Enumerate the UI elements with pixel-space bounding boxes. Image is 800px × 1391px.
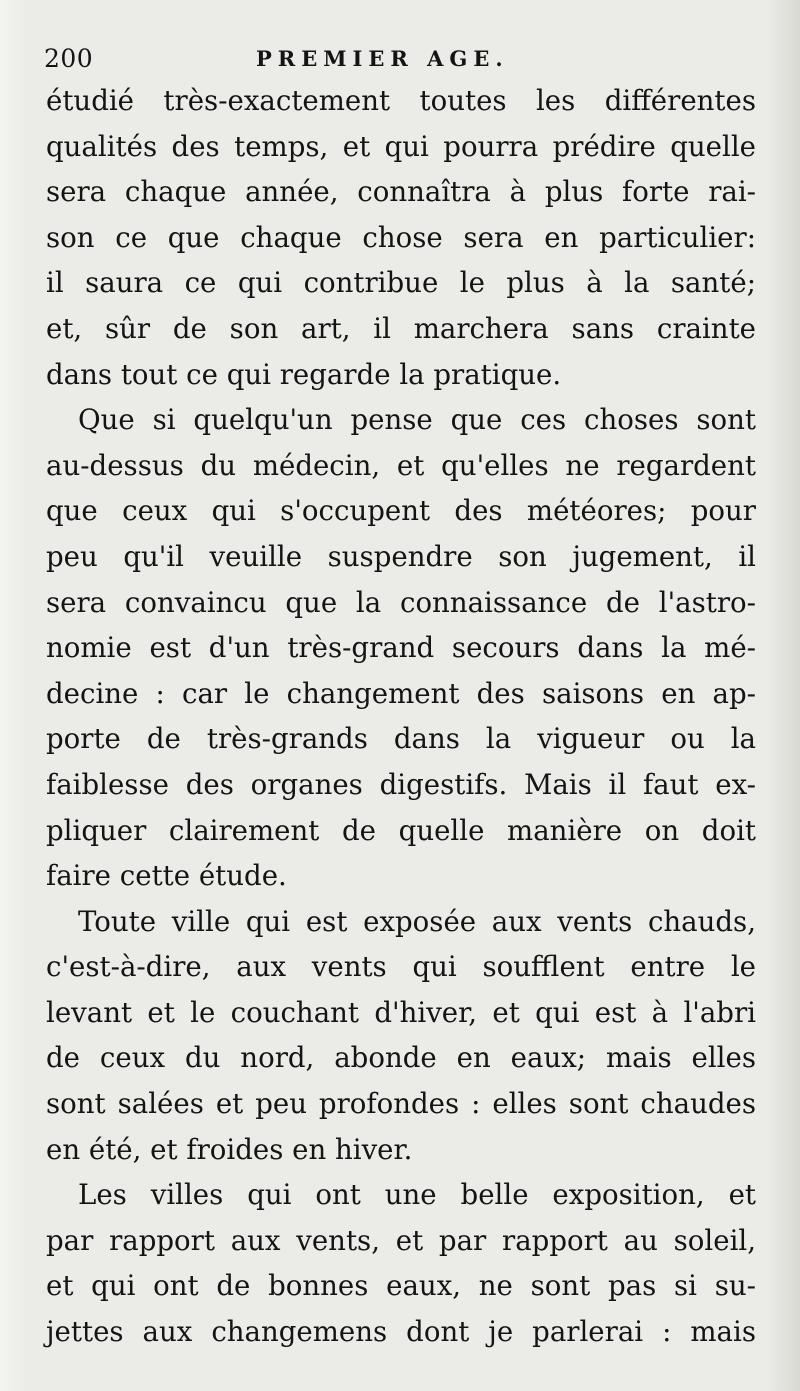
page-number: 200 (44, 44, 94, 73)
body-text (46, 78, 756, 1355)
text-line: et qui ont de bonnes eaux, ne sont pas si su- (46, 1269, 756, 1303)
text-line: faiblesse des organes digestifs. Mais il faut ex- (46, 767, 756, 801)
text-line: Que si quelqu'un pense que ces choses sont (78, 403, 756, 437)
text-line: sera convaincu que la connaissance de l'astro- (46, 585, 756, 619)
text-line: Les villes qui ont une belle exposition, et (78, 1178, 756, 1212)
text-line: peu qu'il veuille suspendre son jugement, il (46, 539, 756, 573)
page-edge-left (0, 0, 24, 1391)
text-line: porte de très-grands dans la vigueur ou la (46, 722, 756, 756)
text-line: jettes aux changemens dont je parlerai : mais (46, 1315, 756, 1349)
text-line: faire cette étude. (46, 859, 287, 893)
running-title: PREMIER AGE. (256, 46, 509, 71)
text-line: par rapport aux vents, et par rapport au soleil, (46, 1223, 756, 1257)
text-line: et, sûr de son art, il marchera sans crainte (46, 311, 756, 345)
text-line: sera chaque année, connaîtra à plus forte rai- (46, 175, 756, 209)
text-line: étudié très-exactement toutes les différentes (46, 84, 756, 117)
text-line: en été, et froides en hiver. (46, 1132, 413, 1166)
text-line: dans tout ce qui regarde la pratique. (46, 357, 562, 391)
text-line: au-dessus du médecin, et qu'elles ne regardent (46, 448, 756, 482)
text-line: decine : car le changement des saisons en ap- (46, 676, 756, 710)
text-line: nomie est d'un très-grand secours dans la mé- (46, 631, 756, 665)
page-edge-right (766, 0, 800, 1391)
text-line: pliquer clairement de quelle manière on doit (46, 813, 756, 847)
text-line: que ceux qui s'occupent des météores; pour (46, 494, 756, 528)
text-line: sont salées et peu profondes : elles sont chaudes (46, 1087, 756, 1121)
text-line: son ce que chaque chose sera en particulier: (46, 220, 756, 254)
text-line: il saura ce qui contribue le plus à la santé; (46, 266, 756, 300)
text-line: qualités des temps, et qui pourra prédire quelle (46, 129, 756, 163)
text-line: Toute ville qui est exposée aux vents chauds, (78, 904, 756, 938)
running-head (40, 38, 760, 78)
text-line: de ceux du nord, abonde en eaux; mais elles (46, 1041, 756, 1075)
text-line: levant et le couchant d'hiver, et qui est à l'abri (46, 995, 756, 1029)
text-line: c'est-à-dire, aux vents qui soufflent entre le (46, 950, 756, 984)
